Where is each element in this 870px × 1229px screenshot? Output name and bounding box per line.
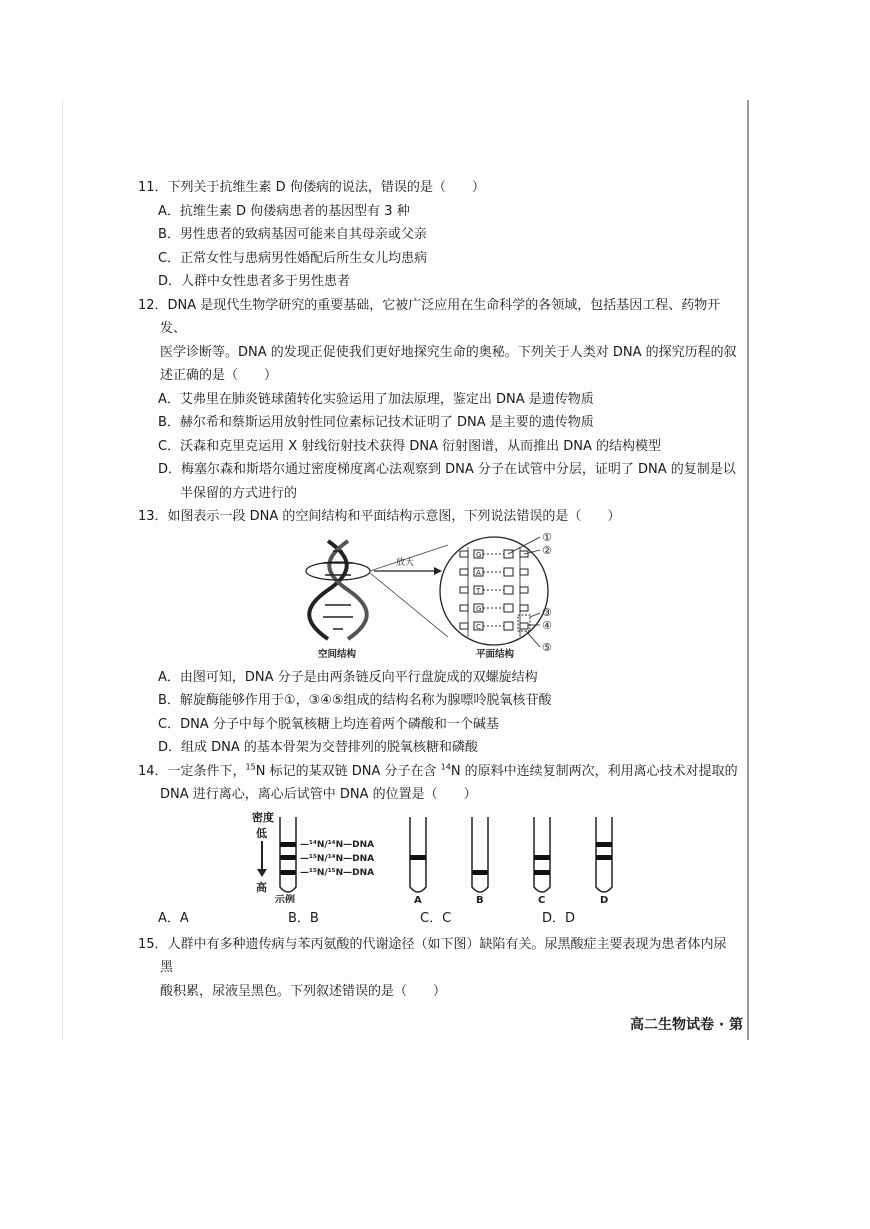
spatial-structure-caption: 空间结构: [318, 648, 357, 658]
question-15-stem-line2: 酸积累，尿液呈黑色。下列叙述错误的是（ ）: [160, 983, 447, 999]
question-14-stem-line2: DNA 进行离心，离心后试管中 DNA 的位置是（ ）: [160, 787, 477, 802]
q13-option-a: A．由图可知，DNA 分子是由两条链反向平行盘旋成的双螺旋结构: [158, 669, 538, 685]
tube-c: [534, 817, 550, 892]
double-helix-illustration: [306, 541, 370, 639]
centrifuge-tubes-figure: [138, 811, 738, 903]
density-arrow: [257, 841, 267, 877]
band-label-15-14: —¹⁵N/¹⁴N—DNA: [300, 853, 375, 864]
q12-option-d-continued: 半保留的方式进行的: [180, 485, 298, 501]
q14-stem-mid2: N 的原料中连续复制两次，利用离心技术对提取的: [450, 763, 738, 779]
question-12-stem-line3: 述正确的是（ ）: [160, 368, 278, 383]
q11-option-a: A．抗维生素 D 佝偻病患者的基因型有 3 种: [158, 203, 410, 219]
enlarge-label: 放大: [396, 557, 415, 568]
q14-option-a: A．A: [158, 910, 189, 926]
tube-d: [596, 817, 612, 892]
exam-content: [138, 176, 738, 1003]
density-label: 密度: [252, 810, 274, 824]
base-label-2: A: [476, 568, 481, 577]
q14-isotope-15: 15: [245, 762, 256, 772]
q14-option-b: B．B: [288, 910, 319, 926]
page-footer: 高二生物试卷 · 第: [630, 1017, 744, 1033]
question-14-stem-line1: [138, 760, 738, 784]
q13-option-d: D．组成 DNA 的基本骨架为交替排列的脱氧核糖和磷酸: [158, 740, 478, 755]
q11-option-c: C．正常女性与患病男性婚配后所生女儿均患病: [158, 250, 428, 266]
q12-option-c: C．沃森和克里克运用 X 射线衍射技术获得 DNA 衍射图谱，从而推出 DNA 的结构模型: [158, 438, 662, 454]
tube-label-b: B: [476, 894, 484, 903]
example-label: 示例: [275, 894, 295, 903]
q12-option-d: D．梅塞尔森和斯塔尔通过密度梯度离心法观察到 DNA 分子在试管中分层，证明了 DNA 的复制是以: [158, 462, 736, 477]
tube-b: [472, 817, 488, 892]
question-12-stem-line2: 医学诊断等。DNA 的发现正促使我们更好地探究生命的奥秘。下列关于人类对 DNA 的探究历程的叙: [160, 344, 737, 360]
centrifuge-tubes-diagram: [138, 811, 738, 903]
q12-option-b: B．赫尔希和蔡斯运用放射性同位素标记技术证明了 DNA 是主要的遗传物质: [158, 415, 594, 430]
tube-label-a: A: [414, 894, 422, 903]
question-13-stem: 13．如图表示一段 DNA 的空间结构和平面结构示意图，下列说法错误的是（ ）: [138, 509, 621, 524]
tube-label-c: C: [538, 894, 546, 903]
tube-a: [410, 817, 426, 892]
base-label-5: C: [476, 622, 481, 631]
base-label-4: G: [476, 604, 482, 613]
band-label-15-15: —¹⁵N/¹⁵N—DNA: [300, 867, 375, 878]
planar-structure-caption: 平面结构: [476, 648, 515, 658]
question-12-stem-line1: 12．DNA 是现代生物学研究的重要基础，它被广泛应用在生命科学的各领域，包括基因工程、药物开发、: [138, 297, 721, 336]
density-low-label: 低: [256, 826, 267, 840]
q14-stem-mid1: N 标记的某双链 DNA 分子在含: [255, 763, 441, 779]
marker-4: ④: [542, 618, 552, 632]
q11-option-b: B．男性患者的致病基因可能来自其母亲或父亲: [158, 227, 427, 242]
q14-option-d: D．D: [542, 910, 576, 926]
example-tube: [280, 817, 296, 892]
q11-option-d: D．人群中女性患者多于男性患者: [158, 274, 351, 289]
marker-2: ②: [542, 543, 552, 557]
marker-5: ⑤: [542, 640, 552, 654]
q13-option-b: B．解旋酶能够作用于①，③④⑤组成的结构名称为腺嘌呤脱氧核苷酸: [158, 693, 552, 708]
q13-option-c: C．DNA 分子中每个脱氧核糖上均连着两个磷酸和一个碱基: [158, 716, 499, 732]
band-label-14-14: —¹⁴N/¹⁴N—DNA: [300, 839, 375, 850]
q12-option-a: A．艾弗里在肺炎链球菌转化实验运用了加法原理，鉴定出 DNA 是遗传物质: [158, 391, 594, 407]
planar-structure-illustration: [440, 537, 548, 645]
tube-label-d: D: [600, 894, 609, 903]
question-15-stem-line1: 15．人群中有多种遗传病与苯丙氨酸的代谢途径（如下图）缺陷有关。尿黑酸症主要表现为患者体内尿黑: [138, 936, 727, 975]
dna-structure-figure: [138, 533, 738, 658]
q14-option-c: C．C: [420, 910, 452, 926]
marker-3: ③: [542, 605, 552, 619]
q14-isotope-14: 14: [440, 762, 451, 772]
base-label-3: T: [476, 586, 481, 595]
dna-structure-diagram: [138, 533, 738, 658]
q14-stem-prefix: 14．一定条件下，: [138, 763, 246, 779]
density-high-label: 高: [256, 880, 267, 894]
q14-options: [138, 907, 738, 933]
marker-1: ①: [542, 532, 552, 544]
question-11-stem: 11．下列关于抗维生素 D 佝偻病的说法，错误的是（ ）: [138, 180, 485, 195]
base-label-1: G: [476, 550, 482, 559]
